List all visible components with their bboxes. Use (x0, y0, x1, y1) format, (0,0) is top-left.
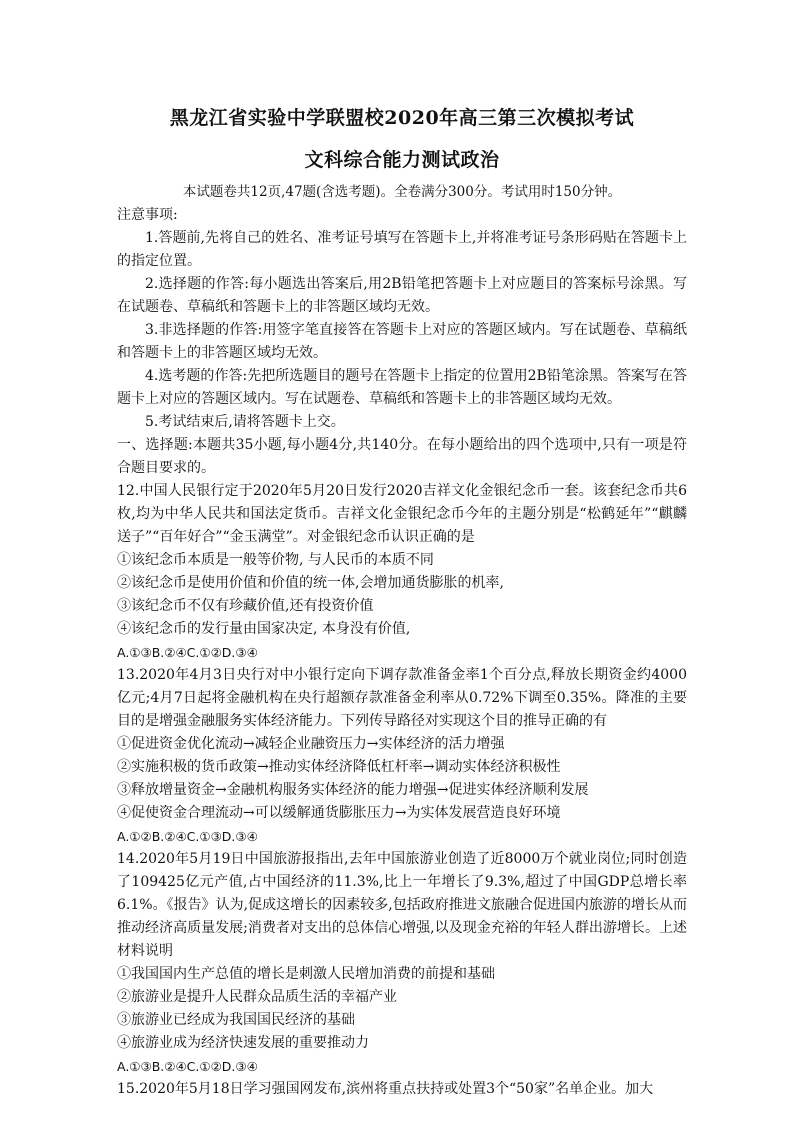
page-content (117, 100, 687, 1101)
question-13 (117, 664, 687, 848)
notes-heading: 注意事项: (117, 207, 178, 223)
answer-choices: A.①③B.②④C.①②D.③④ (117, 645, 258, 660)
question-option: ④该纪念币的发行量由国家决定, 本身没有价值, (117, 621, 411, 637)
answer-choices: A.①②B.②④C.①③D.③④ (117, 829, 258, 844)
question-option: ①我国国内生产总值的增长是刺激人民增加消费的前提和基础 (117, 966, 495, 982)
question-option: ②该纪念币是使用价值和价值的统一体,会增加通货膨胀的机率, (117, 575, 504, 591)
section-heading: 一、选择题:本题共35小题,每小题4分,共140分。在每小题给出的四个选项中,只有一项是符合题目要求的。 (117, 437, 687, 476)
note-item: 5.考试结束后,请将答题卡上交。 (145, 414, 345, 430)
question-option: ③释放增量资金→金融机构服务实体经济的能力增强→促进实体经济顺利发展 (117, 782, 589, 798)
question-option: ②旅游业是提升人民群众品质生活的幸福产业 (117, 989, 397, 1005)
answer-choices: A.①③B.②④C.①②D.③④ (117, 1059, 258, 1074)
note-item: 2.选择题的作答:每小题选出答案后,用2B铅笔把答题卡上对应题目的答案标号涂黑。写在试题卷、草稿纸和答题卡上的非答题区域均无效。 (117, 276, 687, 315)
exam-intro: 本试题卷共12页,47题(含选考题)。全卷满分300分。考试用时150分钟。 (182, 184, 622, 200)
question-12 (117, 480, 687, 664)
question-option: ①促进资金优化流动→减轻企业融资压力→实体经济的活力增强 (117, 736, 505, 752)
question-option: ④促使资金合理流动→可以缓解通货膨胀压力→为实体发展营造良好环境 (117, 805, 561, 821)
question-stem: 14.2020年5月19日中国旅游报指出,去年中国旅游业创造了近8000万个就业岗位;同时创造了109425亿元产值,占中国经济的11.3%,比上一年增长了9.3%,超过了中国GDP总增长率6.1%。《报告》认为,促成这增长的因素较多,包括政府推进文旅融合促进国内旅游的增长从而推动经济高质量发展;消费者对支出的总体信心增强,以及现金充裕的年轻人群出游增长。上述材料说明 (117, 851, 687, 959)
question-option: ④旅游业成为经济快速发展的重要推动力 (117, 1035, 369, 1051)
note-item: 4.选考题的作答:先把所选题目的题号在答题卡上指定的位置用2B铅笔涂黑。答案写在答题卡上对应的答题区域内。写在试题卷、草稿纸和答题卡上的非答题区域均无效。 (117, 368, 687, 407)
exam-title: 黑龙江省实验中学联盟校2020年高三第三次模拟考试 (169, 107, 635, 129)
question-14 (117, 848, 687, 1078)
question-stem: 13.2020年4月3日央行对中小银行定向下调存款准备金率1个百分点,释放长期资金约4000亿元;4月7日起将金融机构在央行超额存款准备金利率从0.72%下调至0.35%。降准的主要目的是增强金融服务实体经济能力。下列传导路径对实现这个目的推导正确的有 (117, 667, 687, 729)
note-item: 1.答题前,先将自己的姓名、准考证号填写在答题卡上,并将准考证号条形码贴在答题卡上的指定位置。 (117, 230, 687, 269)
question-option: ①该纪念币本质是一般等价物, 与人民币的本质不同 (117, 552, 434, 568)
question-stem: 15.2020年5月18日学习强国网发布,滨州将重点扶持或处置3个“50家”名单企业。加大 (117, 1081, 654, 1097)
question-stem: 12.中国人民银行定于2020年5月20日发行2020吉祥文化金银纪念币一套。该套纪念币共6枚,均为中华人民共和国法定货币。吉祥文化金银纪念币今年的主题分别是“松鹤延年”“麒麟送子”“百年好合”“金玉满堂”。对金银纪念币认识正确的是 (117, 483, 687, 545)
question-15 (117, 1078, 687, 1101)
exam-subtitle: 文科综合能力测试政治 (304, 149, 500, 171)
question-option: ③该纪念币不仅有珍藏价值,还有投资价值 (117, 598, 374, 614)
note-item: 3.非选择题的作答:用签字笔直接答在答题卡上对应的答题区域内。写在试题卷、草稿纸和答题卡上的非答题区域均无效。 (117, 322, 687, 361)
question-option: ②实施积极的货币政策→推动实体经济降低杠杆率→调动实体经济积极性 (117, 759, 561, 775)
question-option: ③旅游业已经成为我国国民经济的基础 (117, 1012, 355, 1028)
